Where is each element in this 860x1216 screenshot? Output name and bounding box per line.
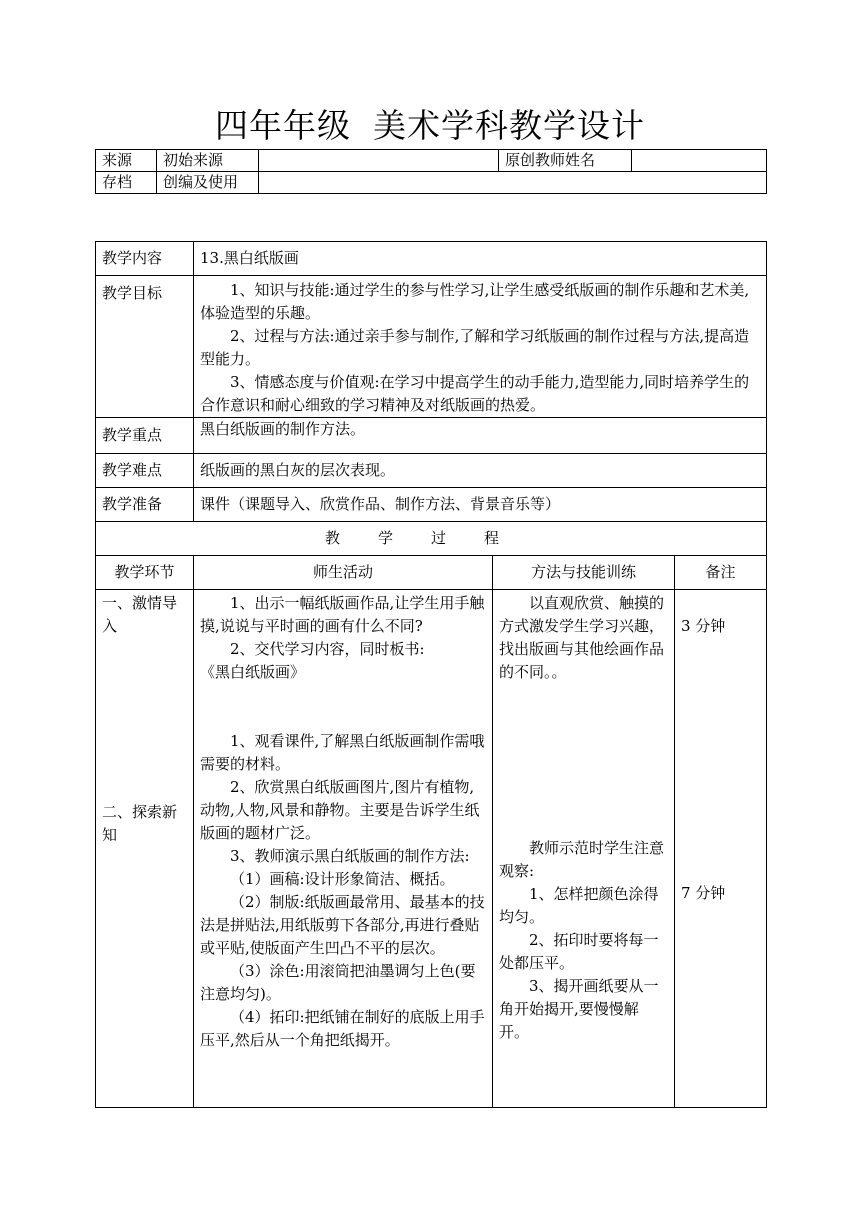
column-header-activity: 师生活动 (194, 556, 493, 590)
process-body-row (96, 590, 767, 1108)
prep-value: 课件（课题导入、欣赏作品、制作方法、背景音乐等） (194, 488, 767, 522)
stage-column (96, 590, 194, 1108)
teacher-name-label: 原创教师姓名 (499, 150, 632, 172)
goals-cell (194, 276, 767, 418)
stage-name: 一、激情导入 (102, 594, 178, 635)
goal-item: 2、过程与方法:通过亲手参与制作,了解和学习纸版画的制作过程与方法,提高造型能力。 (200, 327, 750, 368)
archive-row (96, 172, 767, 194)
note-column (675, 590, 767, 1108)
title-subject: 美术学科教学设计 (373, 106, 645, 145)
source-label: 来源 (96, 150, 157, 172)
activity-item: （2）制版:纸版画最常用、最基本的技法是拼贴法,用纸版剪下各部分,再进行叠贴或平贴,使版面产生凹凸不平的层次。 (200, 893, 485, 957)
content-value: 13.黑白纸版画 (194, 242, 767, 276)
goal-item: 1、知识与技能:通过学生的参与性学习,让学生感受纸版画的制作乐趣和艺术美,体验造型的乐趣。 (200, 281, 750, 322)
goals-row (96, 276, 767, 418)
key-value: 黑白纸版画的制作方法。 (194, 418, 767, 454)
column-header-method: 方法与技能训练 (493, 556, 675, 590)
title-grade: 四年年级 (215, 106, 351, 145)
activity-item: 2、欣赏黑白纸版画图片,图片有植物,动物,人物,风景和静物。主要是告诉学生纸版画的题材广泛。 (200, 778, 480, 842)
difficulty-label: 教学难点 (96, 454, 194, 488)
activity-item: （1）画稿:设计形象简洁、概括。 (230, 870, 455, 888)
lesson-plan-table (95, 241, 767, 1108)
content-row (96, 242, 767, 276)
activity-item: 3、教师演示黑白纸版画的制作方法: (230, 847, 470, 865)
prep-row (96, 488, 767, 522)
source-row (96, 150, 767, 172)
activity-item: （3）涂色:用滚筒把油墨调匀上色(要注意均匀)。 (200, 962, 476, 1003)
method-intro: 教师示范时学生注意观察: (499, 839, 665, 880)
column-header-stage: 教学环节 (96, 556, 194, 590)
archive-label: 存档 (96, 172, 157, 194)
activity-item: 2、交代学习内容，同时板书: (230, 640, 425, 658)
prep-label: 教学准备 (96, 488, 194, 522)
origin-label: 初始来源 (157, 150, 259, 172)
column-header-row (96, 556, 767, 590)
difficulty-value: 纸版画的黑白灰的层次表现。 (194, 454, 767, 488)
key-label: 教学重点 (96, 418, 194, 454)
note-item: 3 分钟 (681, 617, 726, 635)
page-title (0, 104, 860, 148)
method-column (493, 590, 675, 1108)
process-header-row (96, 522, 767, 556)
key-row (96, 418, 767, 454)
process-header: 教学过程 (96, 522, 767, 556)
usage-value (259, 172, 767, 194)
activity-item: 1、观看课件,了解黑白纸版画制作需哦需要的材料。 (200, 732, 485, 773)
column-header-note: 备注 (675, 556, 767, 590)
teacher-name-value (632, 150, 767, 172)
note-item: 7 分钟 (681, 884, 726, 902)
activity-item: 1、出示一幅纸版画作品,让学生用手触摸,说说与平时画的画有什么不同? (200, 594, 485, 635)
method-item: 以直观欣赏、触摸的方式激发学生学习兴趣，找出版画与其他绘画作品的不同。。 (499, 594, 665, 681)
goal-item: 3、情感态度与价值观:在学习中提高学生的动手能力,造型能力,同时培养学生的合作意识和耐心细致的学习精神及对纸版画的热爱。 (200, 373, 750, 414)
stage-name: 二、探索新知 (102, 803, 178, 844)
content-label: 教学内容 (96, 242, 194, 276)
method-item: 2、拓印时要将每一处都压平。 (499, 931, 659, 972)
goals-label: 教学目标 (96, 276, 194, 418)
difficulty-row (96, 454, 767, 488)
usage-label: 创编及使用 (157, 172, 259, 194)
origin-value (259, 150, 499, 172)
method-item: 1、怎样把颜色涂得均匀。 (499, 885, 659, 926)
activity-item: 《黑白纸版画》 (200, 663, 306, 681)
method-item: 3、揭开画纸要从一角开始揭开,要慢慢解开。 (499, 977, 659, 1041)
activity-column (194, 590, 493, 1108)
source-info-table (95, 149, 767, 194)
activity-item: （4）拓印:把纸铺在制好的底版上用手压平,然后从一个角把纸揭开。 (200, 1008, 485, 1049)
